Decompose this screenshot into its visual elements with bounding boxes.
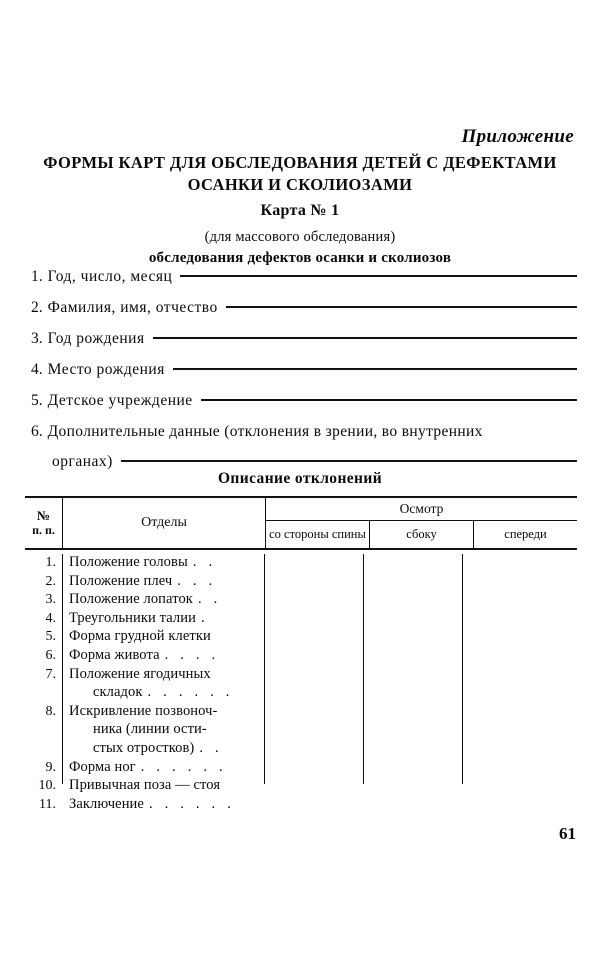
table-row-label: Форма грудной клетки (69, 628, 211, 645)
table-header-number-sub: п. п. (32, 523, 55, 537)
table-row-leader-dots: . . (192, 554, 217, 570)
table-row-list (25, 554, 264, 814)
table-row (25, 703, 264, 722)
table-row-leader-dots (211, 628, 216, 644)
table-caption: Описание отклонений (217, 470, 383, 487)
form-field-1-writing-line[interactable] (180, 275, 577, 277)
table-row-label: стых отростков) (93, 739, 195, 756)
form-field-5-number: 5. (31, 392, 43, 409)
table-row (25, 777, 264, 796)
table-row-label-cell (62, 684, 264, 701)
page-title-line-1: ФОРМЫ КАРТ ДЛЯ ОБСЛЕДОВАНИЯ ДЕТЕЙ С ДЕФЕКТАМИ (43, 153, 557, 172)
table-row-label-cell (62, 666, 264, 683)
table-row-number: 3. (45, 592, 56, 608)
form-field-1-number: 1. (31, 268, 43, 285)
table-row (25, 647, 264, 666)
form-field-2-label: Фамилия, имя, отчество (47, 299, 218, 316)
form-field-3-number: 3. (31, 330, 43, 347)
table-row (25, 628, 264, 647)
form-field-6-label: Дополнительные данные (отклонения в зрении, во внутренних (47, 423, 483, 440)
table-row-number: 7. (45, 666, 56, 682)
table-row (25, 591, 264, 610)
table-row (25, 666, 264, 685)
deviations-table (25, 496, 577, 812)
table-row-number: 11. (39, 796, 56, 812)
table-row-label: Положение лопаток (69, 591, 193, 608)
form-field-2-number: 2. (31, 299, 43, 316)
table-row-label: Положение плеч (69, 572, 173, 589)
table-header-from-back: со стороны спины (266, 521, 370, 548)
table-header-from-side: сбоку (370, 521, 474, 548)
table-row-leader-dots: . . . . . . (147, 684, 234, 701)
form-field-1-label: Год, число, месяц (47, 268, 173, 285)
form-field-5-writing-line[interactable] (201, 399, 577, 401)
table-row-leader-dots: . . . . (164, 646, 220, 663)
table-row-leader-dots (217, 703, 222, 719)
table-row (25, 610, 264, 629)
table-row-label: Привычная поза — стоя (69, 777, 221, 794)
table-row (25, 554, 264, 573)
table-row (25, 573, 264, 592)
form-field-6 (31, 423, 577, 471)
card-subtitle: (для массового обследования) (204, 229, 396, 245)
table-header-examination: Осмотр (266, 498, 577, 521)
table-row-label-cell (62, 591, 264, 608)
table-row-label-cell (62, 647, 264, 664)
table-row-number: 9. (45, 759, 56, 775)
table-row-number: 5. (45, 629, 56, 645)
table-row-label-cell (62, 759, 264, 776)
table-header-departments: Отделы (63, 498, 266, 548)
table-row (25, 759, 264, 778)
table-row-label: Заключение (69, 795, 144, 812)
page-number: 61 (559, 824, 576, 843)
table-row-label-cell (62, 573, 264, 590)
form-field-2 (31, 299, 577, 317)
table-row-label: Форма живота (69, 646, 160, 663)
form-field-2-writing-line[interactable] (226, 306, 577, 308)
column-rule-4 (462, 554, 463, 784)
table-row-label-cell (62, 740, 264, 757)
form-field-5-label: Детское учреждение (47, 392, 193, 409)
form-field-6-label-continued: органах) (52, 453, 113, 470)
form-field-6-writing-line[interactable] (121, 460, 577, 462)
table-row-label: Треугольники талии (69, 609, 196, 626)
table-row-leader-dots: . . . . . . (140, 758, 227, 775)
table-row-label: Искривление позвоноч- (69, 702, 218, 719)
form-field-6-line-1 (31, 423, 577, 441)
table-row-leader-dots: . . . (177, 572, 217, 589)
table-row-leader-dots (207, 721, 212, 737)
table-row (25, 796, 264, 815)
table-row-label-cell (62, 796, 264, 813)
table-row-leader-dots (211, 666, 216, 682)
form-field-5 (31, 392, 577, 410)
form-field-4-label: Место рождения (47, 361, 165, 378)
table-row-label: Форма ног (69, 758, 136, 775)
table-row-leader-dots: . (200, 609, 209, 626)
table-row-label-cell (62, 777, 264, 794)
table-body (25, 550, 577, 812)
table-row-number: 4. (45, 610, 56, 626)
form-field-6-number: 6. (31, 423, 43, 440)
table-row-label-cell (62, 554, 264, 571)
table-row-label-cell (62, 721, 264, 738)
table-row (25, 684, 264, 703)
table-row-number: 6. (45, 647, 56, 663)
table-header-from-front: спереди (504, 527, 547, 541)
form-field-3 (31, 330, 577, 348)
form-field-3-writing-line[interactable] (153, 337, 577, 339)
card-purpose: обследования дефектов осанки и сколиозов (148, 250, 452, 266)
table-row-leader-dots: . . (197, 591, 222, 608)
column-rule-2 (264, 554, 265, 784)
column-rule-3 (363, 554, 364, 784)
form-field-3-label: Год рождения (47, 330, 145, 347)
table-row-label-cell (62, 703, 264, 720)
appendix-label: Приложение (461, 126, 574, 147)
page-title-line-2: ОСАНКИ И СКОЛИОЗАМИ (187, 175, 413, 194)
table-header-number-column (25, 498, 63, 548)
table-row-label-cell (62, 628, 264, 645)
form-field-4-writing-line[interactable] (173, 368, 577, 370)
table-row-number: 2. (45, 573, 56, 589)
table-row (25, 721, 264, 740)
table-row-label: ника (линии ости- (93, 721, 207, 738)
table-row-leader-dots: . . (199, 739, 223, 756)
form-field-4-number: 4. (31, 361, 43, 378)
card-number-heading: Карта № 1 (260, 202, 340, 219)
table-row-leader-dots (220, 777, 225, 793)
form-field-4 (31, 361, 577, 379)
form-field-1 (31, 268, 577, 286)
table-row-number: 10. (38, 778, 56, 794)
table-header (25, 496, 577, 550)
table-row-number: 1. (45, 555, 56, 570)
table-row (25, 740, 264, 759)
table-row-label: Положение головы (69, 554, 188, 570)
table-row-label-cell (62, 610, 264, 627)
form-field-list (31, 268, 577, 477)
table-row-label: складок (93, 684, 143, 701)
form-field-6-line-2 (31, 453, 577, 471)
page-title (0, 152, 600, 196)
table-header-examination-group (266, 498, 577, 548)
table-row-number: 8. (45, 703, 56, 719)
table-row-label: Положение ягодичных (69, 665, 211, 682)
table-header-numero-sign: № (36, 508, 51, 523)
table-row-leader-dots: . . . . . . (148, 795, 236, 812)
